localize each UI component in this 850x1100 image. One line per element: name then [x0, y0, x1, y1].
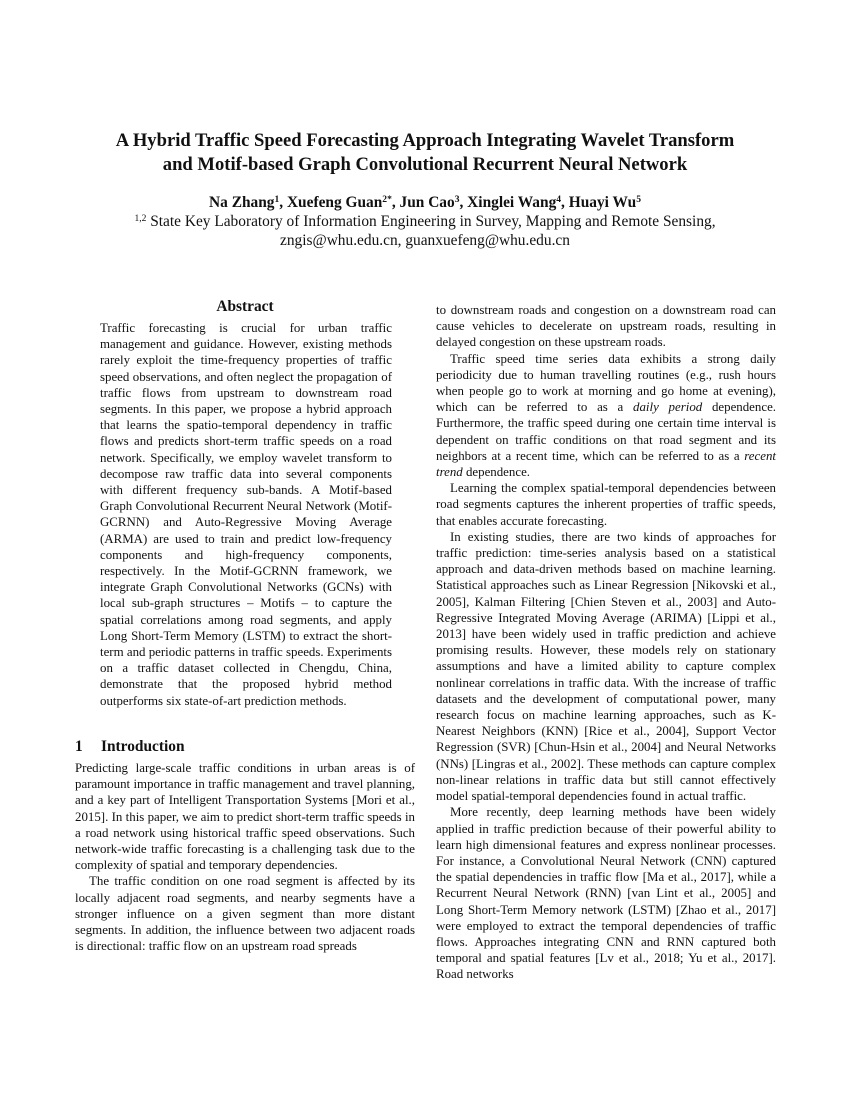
affiliation — [60, 212, 790, 250]
paragraph-deep-learning: More recently, deep learning methods have been widely applied in traffic prediction because of their powerful ability to learn high dimensional features and express nonlinear processes. For instance, a Convolutional Neural Network (CNN) captured the spatial dependencies in traffic flow [Ma et al., 2017], while a Recurrent Neural Network (RNN) [van Lint et al., 2005] and Long Short-Term Memory network (LSTM) [Zhao et al., 2017] were employed to extract the temporal dependencies of traffic flows. Approaches integrating CNN and RNN captured both temporal and spatial features [Lv et al., 2018; Yu et al., 2017]. Road networks — [436, 805, 776, 982]
author-name: Na Zhang — [209, 194, 275, 211]
paragraph-continued: to downstream roads and congestion on a downstream road can cause vehicles to decelerate on upstream roads, resulting in delayed congestion on these upstream roads. — [436, 303, 776, 350]
intro-paragraph-1: Predicting large-scale traffic conditions in urban areas is of paramount importance in traffic management and travel planning, and a key part of Intelligent Transportation Systems [Mori et al., 2015]. In this paper, we aim to predict short-term traffic speeds in a road network using historical traffic speed observations. Such network-wide traffic forecasting is a challenging task due to the complexity of spatial and temporary dependencies. — [75, 761, 415, 873]
paragraph-periodicity — [436, 351, 776, 481]
affiliation-sup: 1,2 — [134, 212, 147, 224]
abstract-text: Traffic forecasting is crucial for urban traffic management and guidance. However, existing methods rarely exploit the time-frequency properties of traffic speed observations, and often neglect the propagation of traffic flows from upstream to downstream road segments. In this paper, we propose a hybrid approach that learns the spatio-temporal dependency in traffic flows and predicts short-term traffic speeds on a road network. Specifically, we employ wavelet transform to decompose raw traffic data into several components with different frequency sub-bands. A Motif-based Graph Convolutional Recurrent Neural Network (Motif-GCRNN) and Auto-Regressive Moving Average (ARMA) are used to train and predict low-frequency components and high-frequency components, respectively. In the Motif-GCRNN framework, we integrate Graph Convolutional Networks (GCNs) with local sub-graph structures – Motifs – to capture the spatial correlations among road segments, and apply Long Short-Term Memory (LSTM) to extract the short-term and periodic patterns in traffic speeds. Experiments on a traffic dataset collected in Chengdu, China, demonstrate that the proposed hybrid method outperforms six state-of-art prediction methods. — [100, 321, 392, 708]
term-recent-trend: recent trend — [436, 448, 776, 480]
author-affil-sup: 1 — [274, 193, 280, 205]
affiliation-line — [60, 212, 790, 231]
text-run: dependence. Furthermore, the traffic speed during one certain time interval is dependent on traffic conditions on that road segment and its neighbors at a recent time, which can be referred to as a — [436, 400, 777, 463]
author-affil-sup: 4 — [556, 193, 562, 205]
text-run: dependence. — [462, 465, 531, 480]
section-heading-introduction — [75, 737, 415, 757]
title-line-2: and Motif-based Graph Convolutional Recurrent Neural Network — [162, 154, 688, 175]
author-emails: zngis@whu.edu.cn, guanxuefeng@whu.edu.cn — [280, 232, 570, 249]
section-title: Introduction — [101, 738, 185, 755]
title-line-1: A Hybrid Traffic Speed Forecasting Approach Integrating Wavelet Transform — [115, 130, 735, 151]
intro-paragraph-2: The traffic condition on one road segment is affected by its locally adjacent road segments, and nearby segments have a stronger influence on a given segment than more distant segments. In addition, the influence between two adjacent roads is directional: traffic flow on an upstream road spreads — [75, 874, 415, 954]
paper-title — [60, 129, 790, 177]
abstract-heading: Abstract — [216, 298, 274, 315]
section-number: 1 — [75, 738, 83, 755]
author-list: Na Zhang$^1$, Xuefeng Guan$^{2*}$, Jun Cao$^3$, Xinglei Wang$^4$, Huayi Wu$^5$ — [209, 193, 641, 211]
term-daily-period: daily period — [633, 400, 703, 415]
author-affil-sup: 3 — [454, 193, 460, 205]
paragraph-dependencies: Learning the complex spatial-temporal dependencies between road segments captures the inherent properties of traffic speeds, that enables accurate forecasting. — [436, 481, 776, 528]
text-run: Traffic speed time series data exhibits a strong daily periodicity due to human travelling routines (e.g., rush hours when people go to work at morning and go home at evening), which can be referred to as a — [436, 351, 776, 415]
introduction-body — [75, 760, 415, 954]
paragraph-existing-studies: In existing studies, there are two kinds of approaches for traffic prediction: time-series analysis based on a statistical approach and data-driven methods based on machine learning. Statistical approaches such as Linear Regression [Nikovski et al., 2005], Kalman Filtering [Chien Steven et al., 2003] and Auto-Regressive Integrated Moving Average (ARIMA) [Lippi et al., 2013] have been widely used in traffic prediction and achieve promising results. However, these models rely on stationary assumptions and have a limited ability to capture complex nonlinear correlations in traffic data. With the increase of traffic datasets and the development of computational power, many research focus on machine learning approaches, such as K-Nearest Neighbors (KNN) [Rice et al., 2004], Support Vector Regression (SVR) [Chun-Hsin et al., 2004] and Neural Networks (NNs) [Lingras et al., 2002]. These methods can capture complex non-linear relations in traffic data but still cannot effectively model spatial-temporal dependencies found in actual traffic. — [436, 529, 776, 804]
author-name: Huayi Wu — [568, 194, 637, 211]
author-name: Xinglei Wang — [467, 194, 557, 211]
author-affil-sup: 5 — [636, 193, 641, 205]
affiliation-text: State Key Laboratory of Information Engineering in Survey, Mapping and Remote Sensing, — [150, 213, 716, 230]
right-column — [436, 302, 776, 983]
author-affil-sup: 2* — [382, 193, 392, 205]
author-name: Xuefeng Guan — [286, 194, 383, 211]
abstract-body — [100, 320, 392, 709]
author-name: Jun Cao — [399, 194, 455, 211]
